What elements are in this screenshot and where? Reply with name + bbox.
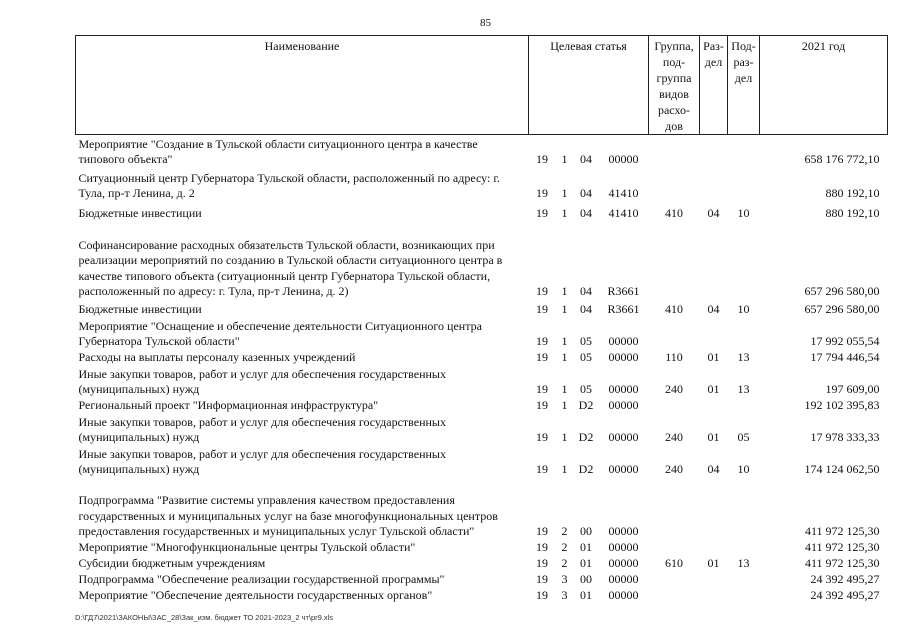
- table-row: [76, 446, 888, 478]
- section-code: 04: [707, 302, 720, 316]
- target-event: 00: [580, 524, 592, 538]
- amount-2021: 17 794 446,54: [810, 350, 880, 364]
- target-direction: 00000: [608, 334, 639, 348]
- table-row: [76, 398, 888, 414]
- target-event: 05: [580, 382, 592, 396]
- target-direction: R3661: [607, 302, 640, 316]
- target-subprogram: 3: [561, 572, 568, 586]
- subsection-code: [728, 588, 760, 604]
- expense-group: 110: [665, 350, 683, 364]
- target-subprogram: 1: [561, 430, 568, 444]
- row-name: Софинансирование расходных обязательств Тульской области, возникающих при реализации мероприятий по созданию в Тульской области ситуационного центра в качестве типового объекта (ситуационный центр Губернатора Тульской области, расположенный по адресу: г. Тула, пр-т Ленина, д. 2): [78, 237, 503, 298]
- amount-2021: 658 176 772,10: [760, 135, 888, 168]
- target-event: 00: [580, 572, 592, 586]
- target-direction: 00000: [608, 588, 639, 602]
- row-name: Мероприятие "Многофункциональные центры Тульской области": [78, 540, 416, 554]
- row-name: Подпрограмма "Развитие системы управления качеством предоставления государственных и муниципальных услуг на базе многофункциональных центров предоставления государственных и муниципальных услуг Тульской области": [78, 493, 498, 538]
- row-name: Расходы на выплаты персоналу казенных учреждений: [78, 350, 356, 364]
- target-direction: 00000: [608, 556, 639, 570]
- expense-group: [649, 398, 700, 414]
- target-program: 19: [536, 572, 548, 586]
- target-event: D2: [578, 462, 594, 476]
- target-program: 19: [536, 302, 548, 316]
- amount-2021: 411 972 125,30: [804, 524, 880, 538]
- target-direction: 41410: [608, 206, 639, 220]
- subsection-code: [728, 135, 760, 168]
- amount-2021: 24 392 495,27: [810, 588, 880, 602]
- section-code: [700, 222, 728, 300]
- table-row: [76, 572, 888, 588]
- target-direction: 00000: [608, 398, 639, 412]
- table-row: [76, 556, 888, 572]
- subsection-code: [728, 318, 760, 350]
- target-direction: 00000: [608, 430, 639, 444]
- expense-group: 610: [665, 556, 684, 570]
- target-direction: 41410: [608, 186, 639, 200]
- section-code: [700, 478, 728, 540]
- target-event: 01: [580, 556, 592, 570]
- target-program: 19: [536, 284, 548, 298]
- row-name: Иные закупки товаров, работ и услуг для обеспечения государственных (муниципальных) нужд: [78, 366, 446, 396]
- table-row: [76, 588, 888, 604]
- section-code: 01: [707, 382, 720, 396]
- target-program: 19: [536, 206, 548, 220]
- subsection-code: [728, 478, 760, 540]
- subsection-code: 13: [737, 382, 750, 396]
- section-code: [700, 168, 728, 202]
- expense-group: [649, 222, 700, 300]
- target-subprogram: 1: [561, 462, 568, 476]
- table-row: [76, 222, 888, 300]
- row-name: Региональный проект "Информационная инфраструктура": [78, 398, 379, 412]
- target-subprogram: 1: [561, 206, 568, 220]
- table-row: [76, 350, 888, 366]
- subsection-code: 13: [737, 350, 750, 364]
- subsection-code: [728, 222, 760, 300]
- section-code: 01: [707, 350, 720, 364]
- expense-group: [649, 135, 700, 168]
- table-row: [76, 168, 888, 202]
- target-event: 04: [580, 302, 592, 316]
- amount-2021: 880 192,10: [825, 206, 880, 220]
- section-code: 04: [707, 462, 720, 476]
- target-direction: 00000: [608, 382, 639, 396]
- target-program: 19: [536, 334, 548, 348]
- row-name: Мероприятие "Обеспечение деятельности государственных органов": [78, 588, 433, 602]
- row-name: Иные закупки товаров, работ и услуг для обеспечения государственных (муниципальных) нужд: [78, 446, 446, 476]
- section-code: 04: [707, 206, 720, 220]
- target-subprogram: 1: [561, 302, 568, 316]
- row-name: Субсидии бюджетным учреждениям: [78, 556, 266, 570]
- target-program: 19: [536, 186, 548, 200]
- section-code: 01: [707, 556, 720, 570]
- subsection-code: [728, 540, 760, 556]
- target-event: D2: [578, 398, 594, 412]
- header-year: 2021 год: [760, 36, 888, 135]
- table-row: [76, 202, 888, 222]
- section-code: [700, 135, 728, 168]
- target-subprogram: 1: [561, 350, 568, 364]
- target-direction: 00000: [608, 572, 639, 586]
- expense-group: [649, 168, 700, 202]
- expense-group: [649, 318, 700, 350]
- target-program: 19: [536, 540, 548, 554]
- target-subprogram: 2: [561, 556, 568, 570]
- amount-2021: 17 992 055,54: [810, 334, 880, 348]
- row-name: Мероприятие "Создание в Тульской области ситуационного центра в качестве типового объекта": [76, 135, 529, 168]
- section-code: [700, 572, 728, 588]
- target-program: 19: [536, 382, 548, 396]
- target-subprogram: 1: [556, 135, 574, 168]
- target-subprogram: 2: [561, 540, 568, 554]
- target-program: 19: [529, 135, 556, 168]
- expense-group: 240: [665, 382, 684, 396]
- subsection-code: 13: [737, 556, 750, 570]
- target-program: 19: [536, 430, 548, 444]
- subsection-code: [728, 168, 760, 202]
- target-event: 05: [580, 334, 592, 348]
- page-number: 85: [480, 17, 491, 29]
- header-group: Группа, под-группа видов расхо-дов: [649, 36, 700, 135]
- target-direction: 00000: [608, 524, 639, 538]
- table-row: [76, 478, 888, 540]
- budget-table: [75, 35, 888, 604]
- subsection-code: [728, 398, 760, 414]
- subsection-code: 05: [737, 430, 750, 444]
- section-code: [700, 588, 728, 604]
- row-name: Бюджетные инвестиции: [78, 302, 202, 316]
- row-name: Ситуационный центр Губернатора Тульской области, расположенный по адресу: г. Тула, пр-т Ленина, д. 2: [78, 170, 500, 200]
- target-direction: 00000: [608, 462, 639, 476]
- header-name: Наименование: [76, 36, 529, 135]
- target-event: 04: [580, 284, 592, 298]
- table-row: [76, 414, 888, 446]
- target-event: 04: [574, 135, 599, 168]
- target-direction: 00000: [608, 350, 639, 364]
- amount-2021: 411 972 125,30: [804, 556, 880, 570]
- file-path-footer: D:\ГД7\2021\ЗАКОНЫ\ЗАС_28\Зак_изм. бюджет ТО 2021-2023_2 чт\pr9.xls: [75, 613, 334, 622]
- amount-2021: 17 978 333,33: [810, 430, 880, 444]
- section-code: [700, 398, 728, 414]
- subsection-code: 10: [737, 302, 750, 316]
- amount-2021: 174 124 062,50: [804, 462, 880, 476]
- header-section: Раз-дел: [700, 36, 728, 135]
- amount-2021: 657 296 580,00: [804, 302, 880, 316]
- row-name: Иные закупки товаров, работ и услуг для обеспечения государственных (муниципальных) нужд: [78, 414, 446, 444]
- table-row: [76, 366, 888, 398]
- expense-group: 410: [665, 206, 684, 220]
- table-row: [76, 318, 888, 350]
- target-direction: 00000: [608, 540, 639, 554]
- target-event: 05: [580, 350, 592, 364]
- subsection-code: [728, 572, 760, 588]
- expense-group: [649, 478, 700, 540]
- amount-2021: 880 192,10: [825, 186, 880, 200]
- table-row: [76, 300, 888, 318]
- target-subprogram: 1: [561, 398, 568, 412]
- section-code: 01: [707, 430, 720, 444]
- amount-2021: 24 392 495,27: [810, 572, 880, 586]
- table-row: [76, 540, 888, 556]
- target-event: 01: [580, 540, 592, 554]
- expense-group: 410: [665, 302, 684, 316]
- row-name: Подпрограмма "Обеспечение реализации государственной программы": [78, 572, 445, 586]
- target-subprogram: 1: [561, 284, 568, 298]
- expense-group: [649, 540, 700, 556]
- target-event: D2: [578, 430, 594, 444]
- amount-2021: 657 296 580,00: [804, 284, 880, 298]
- target-subprogram: 1: [561, 334, 568, 348]
- target-event: 04: [580, 206, 592, 220]
- row-name: Мероприятие "Оснащение и обеспечение деятельности Ситуационного центра Губернатора Тульской области": [78, 318, 482, 348]
- amount-2021: 197 609,00: [825, 382, 880, 396]
- target-program: 19: [536, 462, 548, 476]
- target-program: 19: [536, 524, 548, 538]
- target-program: 19: [536, 556, 548, 570]
- amount-2021: 192 102 395,83: [804, 398, 880, 412]
- amount-2021: 411 972 125,30: [804, 540, 880, 554]
- target-direction: 00000: [599, 135, 649, 168]
- target-subprogram: 1: [561, 382, 568, 396]
- target-subprogram: 3: [561, 588, 568, 602]
- target-program: 19: [536, 588, 548, 602]
- target-direction: R3661: [607, 284, 640, 298]
- target-event: 04: [580, 186, 592, 200]
- section-code: [700, 540, 728, 556]
- section-code: [700, 318, 728, 350]
- target-program: 19: [536, 398, 548, 412]
- target-subprogram: 1: [561, 186, 568, 200]
- expense-group: [649, 588, 700, 604]
- target-program: 19: [536, 350, 548, 364]
- expense-group: 240: [665, 430, 684, 444]
- subsection-code: 10: [737, 206, 750, 220]
- expense-group: 240: [665, 462, 684, 476]
- subsection-code: 10: [737, 462, 750, 476]
- table-row: [76, 135, 888, 168]
- table-header-row: [76, 36, 888, 135]
- header-target: Целевая статья: [529, 36, 649, 135]
- expense-group: [649, 572, 700, 588]
- row-name: Бюджетные инвестиции: [78, 206, 202, 220]
- header-subsection: Под-раз-дел: [728, 36, 760, 135]
- target-event: 01: [580, 588, 592, 602]
- target-subprogram: 2: [561, 524, 568, 538]
